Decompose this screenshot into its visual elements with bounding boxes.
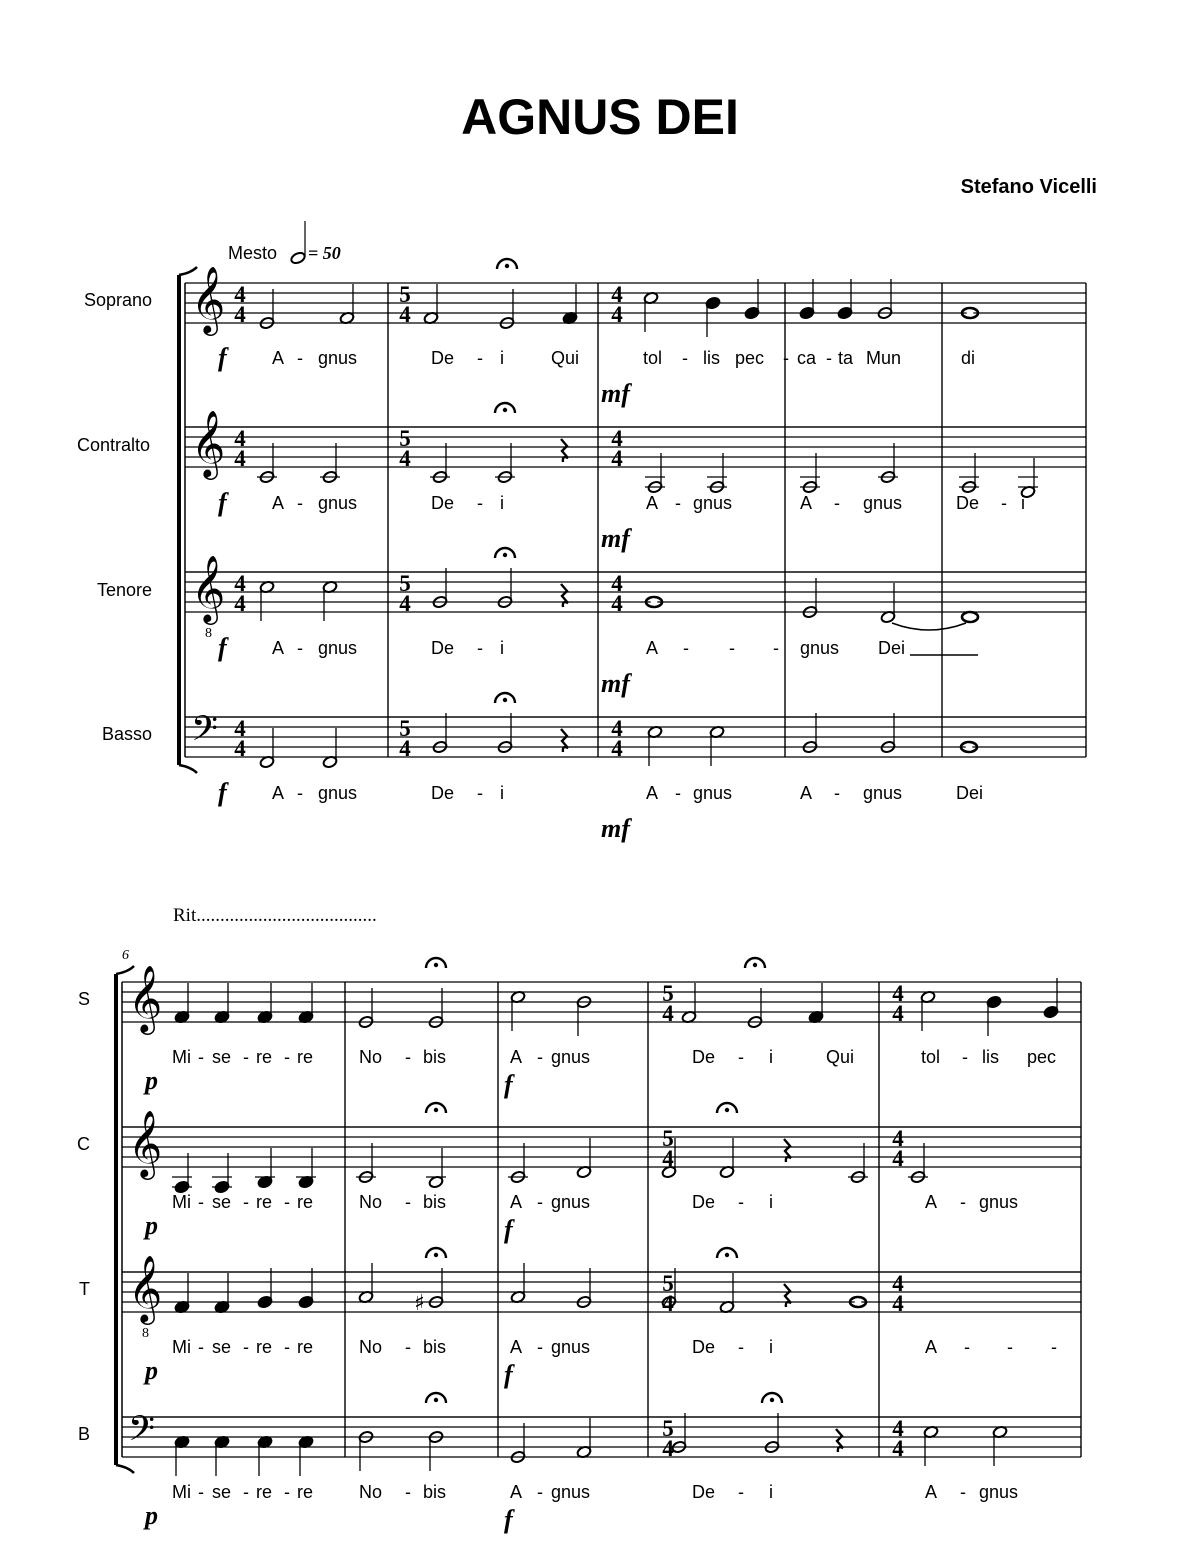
lyric-syllable: re (256, 1482, 273, 1502)
dynamic-p: p (145, 1211, 158, 1240)
lyric-syllable: gnus (979, 1192, 1019, 1212)
lyric-syllable: A (646, 638, 659, 658)
fermata-dot (434, 1398, 438, 1402)
lyric-syllable: Mi (172, 1192, 191, 1212)
part-name-contralto: Contralto (76, 435, 150, 455)
time-signature-numerator: 4 (892, 981, 904, 1006)
treble-clef-icon: 𝄞 (191, 265, 226, 333)
lyric-syllable: Mi (172, 1482, 191, 1502)
lyric-syllable: gnus (979, 1482, 1019, 1502)
lyric-syllable: gnus (551, 1047, 591, 1067)
lyric-syllable: se (212, 1047, 232, 1067)
lyric-syllable: gnus (551, 1192, 591, 1212)
fermata-dot (434, 1108, 438, 1112)
lyric-hyphen: - (243, 1192, 249, 1212)
lyric-syllable: lis (982, 1047, 999, 1067)
staff-basso (185, 693, 1086, 843)
lyric-syllable: re (256, 1192, 273, 1212)
lyric-syllable: De (692, 1337, 716, 1357)
system-bracket (177, 275, 181, 765)
lyric-syllable: A (272, 783, 285, 803)
bracket-hook-bottom (116, 1465, 134, 1473)
part-abbrev-b: B (77, 1424, 90, 1444)
lyric-syllable: A (272, 638, 285, 658)
lyric-hyphen: - (537, 1482, 543, 1502)
lyric-syllable: gnus (318, 638, 358, 658)
dynamic-mf: mf (601, 524, 630, 553)
time-signature-denominator: 4 (611, 302, 623, 327)
time-signature-numerator: 4 (611, 571, 623, 596)
system-2 (114, 958, 1081, 1534)
lyric-syllable: Mi (172, 1047, 191, 1067)
octave-8-marker: 8 (142, 1326, 149, 1341)
lyric-syllable: Dei (878, 638, 906, 658)
time-signature-numerator: 4 (892, 1271, 904, 1296)
lyric-hyphen: - (773, 638, 779, 658)
dynamic-p: p (145, 1501, 158, 1530)
lyric-syllable: i (500, 638, 504, 658)
lyric-hyphen: - (537, 1337, 543, 1357)
lyric-syllable: tol (921, 1047, 941, 1067)
score-title: AGNUS DEI (461, 89, 739, 145)
lyric-hyphen: - (243, 1337, 249, 1357)
lyric-hyphen: - (477, 783, 483, 803)
fermata-dot (770, 1398, 774, 1402)
fermata-dot (434, 963, 438, 967)
lyric-hyphen: - (405, 1482, 411, 1502)
time-signature-denominator: 4 (399, 591, 411, 616)
lyric-syllable: De (692, 1047, 716, 1067)
lyric-hyphen: - (297, 783, 303, 803)
lyric-syllable: tol (643, 348, 663, 368)
fermata-dot (503, 698, 507, 702)
lyric-hyphen: - (284, 1337, 290, 1357)
ritardando-marking: Rit...................................... (173, 905, 377, 926)
lyric-syllable: gnus (551, 1337, 591, 1357)
lyric-syllable: re (297, 1047, 314, 1067)
time-signature-denominator: 4 (662, 1291, 674, 1316)
lyric-hyphen: - (1001, 493, 1007, 513)
lyric-syllable: ca (797, 348, 817, 368)
lyric-syllable: A (510, 1047, 523, 1067)
lyric-syllable: gnus (863, 783, 903, 803)
dynamic-f: f (504, 1360, 513, 1389)
lyric-syllable: bis (423, 1047, 447, 1067)
quarter-rest-icon (561, 439, 568, 462)
quarter-rest-icon (836, 1429, 843, 1452)
time-signature-denominator: 4 (662, 1001, 674, 1026)
dynamic-p: p (145, 1066, 158, 1095)
lyric-hyphen: - (297, 493, 303, 513)
time-signature-numerator: 4 (611, 426, 623, 451)
lyric-syllable: A (510, 1337, 523, 1357)
lyric-syllable: i (769, 1047, 773, 1067)
dynamic-f: f (504, 1070, 513, 1099)
dynamic-f: f (218, 633, 227, 662)
time-signature-numerator: 4 (892, 1416, 904, 1441)
lyric-syllable: bis (423, 1337, 447, 1357)
lyric-syllable: re (297, 1482, 314, 1502)
tie (892, 623, 966, 630)
time-signature-denominator: 4 (234, 591, 246, 616)
dynamic-mf: mf (601, 814, 630, 843)
lyric-hyphen: - (826, 348, 832, 368)
lyric-hyphen: - (675, 783, 681, 803)
lyric-hyphen: - (738, 1482, 744, 1502)
lyric-hyphen: - (537, 1047, 543, 1067)
fermata-dot (725, 1108, 729, 1112)
lyric-syllable: A (272, 348, 285, 368)
time-signature-denominator: 4 (611, 736, 623, 761)
lyric-hyphen: - (738, 1192, 744, 1212)
lyric-hyphen: - (477, 348, 483, 368)
time-signature-numerator: 4 (234, 282, 246, 307)
dynamic-f: f (504, 1215, 513, 1244)
lyric-syllable: di (961, 348, 976, 368)
time-signature-numerator: 5 (662, 1416, 674, 1441)
time-signature-denominator: 4 (399, 302, 411, 327)
tempo-value: = 50 (308, 243, 341, 263)
fermata-dot (753, 963, 757, 967)
time-signature-denominator: 4 (892, 1436, 904, 1461)
lyric-syllable: ta (838, 348, 854, 368)
system-bracket (114, 974, 118, 1465)
measure-number: 6 (122, 948, 129, 963)
time-signature-denominator: 4 (662, 1146, 674, 1171)
time-signature-numerator: 4 (611, 716, 623, 741)
lyric-syllable: i (500, 783, 504, 803)
lyric-hyphen: - (738, 1047, 744, 1067)
lyric-syllable: A (925, 1192, 938, 1212)
lyric-syllable: i (769, 1192, 773, 1212)
treble-clef-icon: 𝄞 (128, 1254, 163, 1322)
lyric-hyphen: - (198, 1482, 204, 1502)
lyric-hyphen: - (683, 638, 689, 658)
lyric-syllable: A (510, 1482, 523, 1502)
lyric-syllable: re (297, 1337, 314, 1357)
lyric-syllable: A (800, 783, 813, 803)
lyric-syllable: De (431, 493, 455, 513)
lyric-syllable: Qui (551, 348, 580, 368)
lyric-syllable: gnus (693, 493, 733, 513)
bass-clef-icon: 𝄢 (128, 1408, 156, 1457)
lyric-syllable: lis (703, 348, 720, 368)
staff-b (122, 1393, 1081, 1534)
time-signature-denominator: 4 (892, 1001, 904, 1026)
lyric-hyphen: - (198, 1047, 204, 1067)
lyric-hyphen: - (834, 493, 840, 513)
lyric-syllable: bis (423, 1192, 447, 1212)
lyric-syllable: De (431, 783, 455, 803)
dynamic-f: f (218, 488, 227, 517)
fermata-dot (503, 553, 507, 557)
time-signature-numerator: 5 (399, 716, 411, 741)
bracket-hook-bottom (179, 765, 197, 773)
time-signature-numerator: 4 (234, 426, 246, 451)
lyric-syllable: De (692, 1192, 716, 1212)
lyric-syllable: pec (735, 348, 765, 368)
sharp-icon: ♯ (414, 1291, 425, 1316)
time-signature-denominator: 4 (399, 736, 411, 761)
lyric-syllable: De (431, 638, 455, 658)
lyric-syllable: A (646, 493, 659, 513)
time-signature-numerator: 5 (399, 571, 411, 596)
lyric-syllable: Dei (956, 783, 984, 803)
lyric-syllable: A (510, 1192, 523, 1212)
lyric-syllable: se (212, 1337, 232, 1357)
lyric-syllable: No (359, 1047, 383, 1067)
lyric-syllable: A (800, 493, 813, 513)
lyric-syllable: gnus (318, 493, 358, 513)
lyric-hyphen: - (284, 1482, 290, 1502)
treble-clef-icon: 𝄞 (191, 409, 226, 477)
lyric-syllable: gnus (551, 1482, 591, 1502)
lyric-hyphen: - (297, 348, 303, 368)
lyric-hyphen: - (284, 1192, 290, 1212)
lyric-hyphen: - (477, 638, 483, 658)
time-signature-denominator: 4 (892, 1146, 904, 1171)
quarter-rest-icon (784, 1139, 791, 1162)
lyric-syllable: re (256, 1337, 273, 1357)
part-name-tenore: Tenore (96, 580, 152, 600)
staff-soprano (185, 259, 1086, 427)
dynamic-f: f (218, 343, 227, 372)
part-name-soprano: Soprano (83, 290, 152, 310)
lyric-hyphen: - (675, 493, 681, 513)
lyric-syllable: A (646, 783, 659, 803)
lyric-hyphen: - (1051, 1337, 1057, 1357)
lyric-syllable: se (212, 1482, 232, 1502)
lyric-hyphen: - (964, 1337, 970, 1357)
lyric-hyphen: - (960, 1482, 966, 1502)
fermata-dot (503, 408, 507, 412)
time-signature-numerator: 5 (399, 426, 411, 451)
staff-t (122, 1248, 1081, 1417)
time-signature-denominator: 4 (234, 736, 246, 761)
lyric-syllable: pec (1027, 1047, 1057, 1067)
time-signature-denominator: 4 (611, 446, 623, 471)
quarter-rest-icon (561, 584, 568, 607)
lyric-syllable: re (256, 1047, 273, 1067)
lyric-syllable: A (925, 1482, 938, 1502)
lyric-hyphen: - (682, 348, 688, 368)
part-abbrev-s: S (77, 989, 90, 1009)
lyric-hyphen: - (729, 638, 735, 658)
fermata-dot (725, 1253, 729, 1257)
part-abbrev-c: C (77, 1134, 90, 1154)
lyric-hyphen: - (405, 1337, 411, 1357)
lyric-syllable: gnus (863, 493, 903, 513)
lyric-syllable: A (272, 493, 285, 513)
lyric-syllable: A (925, 1337, 938, 1357)
lyric-hyphen: - (284, 1047, 290, 1067)
lyric-hyphen: - (405, 1047, 411, 1067)
lyric-hyphen: - (960, 1192, 966, 1212)
lyric-hyphen: - (738, 1337, 744, 1357)
time-signature-denominator: 4 (234, 302, 246, 327)
lyric-syllable: gnus (318, 783, 358, 803)
lyric-syllable: gnus (693, 783, 733, 803)
lyric-syllable: De (956, 493, 980, 513)
lyric-syllable: i (769, 1482, 773, 1502)
time-signature-numerator: 5 (662, 1271, 674, 1296)
lyric-syllable: re (297, 1192, 314, 1212)
quarter-rest-icon (784, 1284, 791, 1307)
dynamic-mf: mf (601, 669, 630, 698)
staff-tenore (185, 548, 1086, 717)
staff-s (122, 958, 1081, 1127)
time-signature-denominator: 4 (662, 1436, 674, 1461)
lyric-syllable: bis (423, 1482, 447, 1502)
dynamic-f: f (504, 1505, 513, 1534)
quarter-rest-icon (561, 729, 568, 752)
bass-clef-icon: 𝄢 (191, 708, 219, 757)
dynamic-p: p (145, 1356, 158, 1385)
treble-clef-icon: 𝄞 (128, 964, 163, 1032)
lyric-syllable: No (359, 1482, 383, 1502)
time-signature-denominator: 4 (892, 1291, 904, 1316)
lyric-hyphen: - (537, 1192, 543, 1212)
tempo-text: Mesto (228, 243, 278, 263)
time-signature-denominator: 4 (399, 446, 411, 471)
lyric-syllable: Mi (172, 1337, 191, 1357)
lyric-hyphen: - (405, 1192, 411, 1212)
lyric-hyphen: - (783, 348, 789, 368)
time-signature-numerator: 5 (662, 981, 674, 1006)
time-signature-numerator: 4 (611, 282, 623, 307)
lyric-syllable: i (1021, 493, 1025, 513)
time-signature-denominator: 4 (234, 446, 246, 471)
lyric-hyphen: - (243, 1482, 249, 1502)
lyric-syllable: se (212, 1192, 232, 1212)
lyric-syllable: De (431, 348, 455, 368)
lyric-hyphen: - (198, 1337, 204, 1357)
lyric-hyphen: - (198, 1192, 204, 1212)
time-signature-denominator: 4 (611, 591, 623, 616)
lyric-hyphen: - (243, 1047, 249, 1067)
time-signature-numerator: 5 (662, 1126, 674, 1151)
composer-name: Stefano Vicelli (960, 176, 1097, 198)
fermata-dot (434, 1253, 438, 1257)
part-name-basso: Basso (101, 724, 152, 744)
lyric-syllable: Mun (866, 348, 902, 368)
part-abbrev-t: T (79, 1279, 90, 1299)
lyric-syllable: i (500, 348, 504, 368)
dynamic-f: f (218, 778, 227, 807)
time-signature-numerator: 5 (399, 282, 411, 307)
lyric-syllable: i (769, 1337, 773, 1357)
treble-clef-icon: 𝄞 (128, 1109, 163, 1177)
fermata-dot (505, 264, 509, 268)
lyric-syllable: gnus (800, 638, 840, 658)
staff-c (122, 1103, 1081, 1272)
lyric-syllable: Qui (826, 1047, 855, 1067)
lyric-syllable: De (692, 1482, 716, 1502)
lyric-hyphen: - (962, 1047, 968, 1067)
lyric-hyphen: - (477, 493, 483, 513)
lyric-hyphen: - (1007, 1337, 1013, 1357)
dynamic-mf: mf (601, 379, 630, 408)
time-signature-numerator: 4 (234, 571, 246, 596)
treble-clef-icon: 𝄞 (191, 554, 226, 622)
lyric-syllable: i (500, 493, 504, 513)
time-signature-numerator: 4 (234, 716, 246, 741)
staff-contralto (185, 403, 1086, 572)
octave-8-marker: 8 (205, 626, 212, 641)
lyric-syllable: gnus (318, 348, 358, 368)
system-1 (177, 259, 1086, 843)
lyric-syllable: No (359, 1337, 383, 1357)
lyric-syllable: No (359, 1192, 383, 1212)
lyric-hyphen: - (834, 783, 840, 803)
lyric-hyphen: - (297, 638, 303, 658)
time-signature-numerator: 4 (892, 1126, 904, 1151)
